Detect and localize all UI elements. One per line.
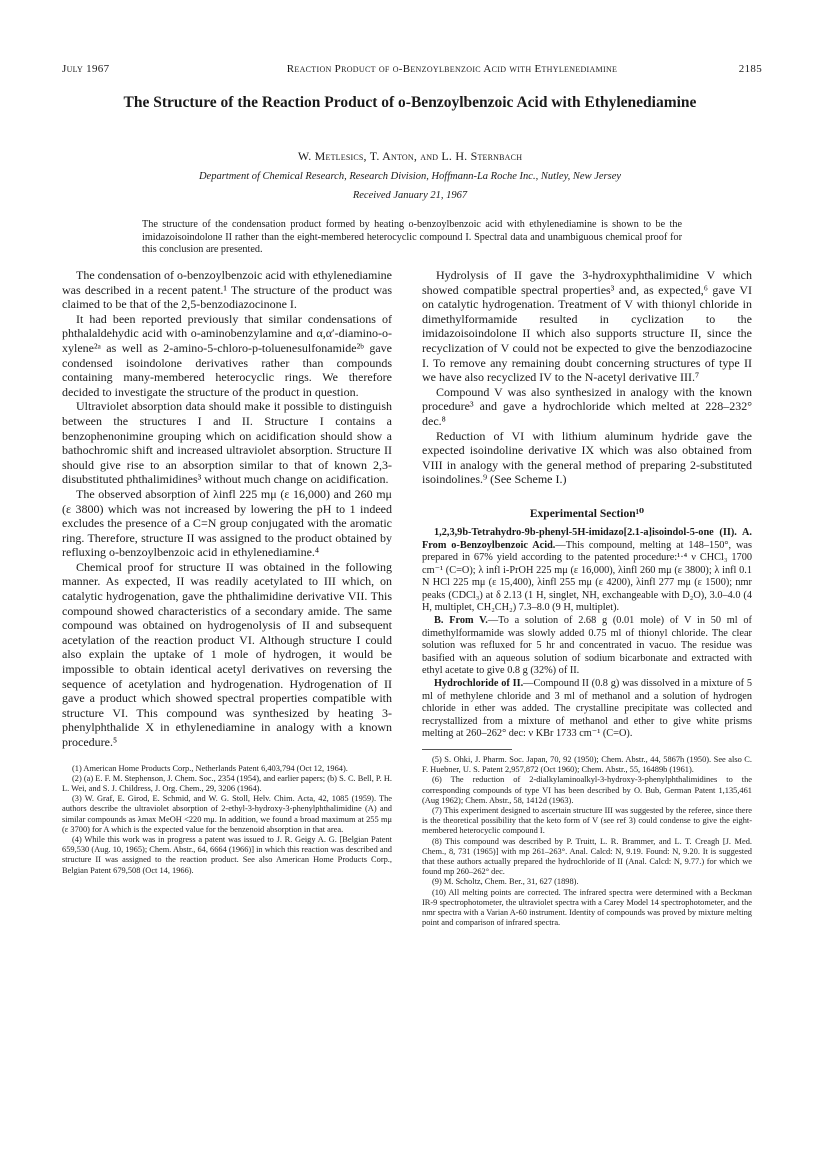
footnote: (1) American Home Products Corp., Netherlands Patent 6,403,794 (Oct 12, 1964). [72,763,348,773]
body-paragraph: Reduction of VI with lithium aluminum hydride gave the expected isoindoline derivative IX which was also obtained from VIII in analogy with the general method of preparing 2-substituted isoindolines.⁹ (See Scheme I.) [422,428,752,487]
footnote: (6) The reduction of 2-dialkylaminoalkyl-3-hydroxy-3-phenylphthalimidines to the corresponding compounds of type VI has been described by O. Bub, German Patent 1,135,461 (Aug 1962); Chem. Abstr., 58, 1412d (1963). [422,775,752,805]
footnote: (4) While this work was in progress a patent was issued to J. R. Geigy A. G. [Belgian Patent 659,530 (Aug. 10, 1965); Chem. Abstr., 64, 6664 (1966)] in which this reaction was described and structure II was assigned to the reaction product. See also American Home Products Corp., Belgian Patent 679,508 (Oct 14, 1966). [62,835,392,875]
experimental-text: —Compound II (0.8 g) was dissolved in a mixture of 5 ml of methylene chloride and 3 ml of methanol and a solution of hydrogen chloride in ether was added. The crystalline precipitate was collected and recrystallized from a mixture of methanol and ether to give white prisms melting at 260–262° dec: ν KBr 1733 cm⁻¹ (C=O). [422,678,752,740]
footnote: (3) W. Graf, E. Girod, E. Schmid, and W. G. Stoll, Helv. Chim. Acta, 42, 1085 (1959). The authors describe the ultraviolet absorption of 2-ethyl-3-hydroxy-3-phenylphthalimidine (A) and similar compounds as λmax MeOH <220 mμ. In addition, we found a broad maximum at 255 mμ (ε 3700) for A which is the expected value for the benzenoid absorption in that area. [62,794,392,834]
experimental-heading: Hydrochloride of II. [434,678,524,690]
footnote: (9) M. Scholtz, Chem. Ber., 31, 627 (1898). [432,877,579,887]
experimental-paragraph [422,527,752,615]
body-paragraph: Hydrolysis of II gave the 3-hydroxyphthalimidine V which showed compatible spectral properties³ and, as expected,⁶ gave VI on catalytic hydrogenation. Treatment of V with thionyl chloride in dimethylformamide resulted in cyclization to the imidazoisoindolone II which also supports structure II, since the recyclization of V could not be expected to give the benzodiazocine I. To remove any remaining doubt concerning structures of type II we have also recyclized IV to the N-acetyl derivative III.⁷ [422,268,752,385]
body-paragraph: Compound V was also synthesized in analogy with the known procedure³ and gave a hydrochloride which melted at 228–232° dec.⁸ [422,384,752,428]
experimental-text: —To a solution of 2.68 g (0.01 mole) of V in 50 ml of dimethylformamide was slowly added 0.75 ml of thionyl chloride. The clear solution was refluxed for 5 hr and concentrated in vacuo. The residue was basified with an aqueous solution of sodium bicarbonate and extracted with ethyl acetate to give 0.8 g (32%) of II. [422,615,752,677]
experimental-heading: B. From V. [434,615,488,627]
experimental-paragraph [422,615,752,678]
footnote: (2) (a) E. F. M. Stephenson, J. Chem. Soc., 2354 (1954), and earlier papers; (b) S. C. Bell, P. H. L. Wei, and S. J. Childress, J. Org. Chem., 29, 3206 (1964). [62,773,392,793]
experimental-heading: 1,2,3,9b-Tetrahydro-9b-phenyl-5H-imidazo[2.1-a]isoindol-5-one (II). A. From o-Benzoylbenzoic Acid. [422,526,752,551]
experimental-text: —This compound, melting at 148–150°, was prepared in 67% yield according to the patented procedure:¹·⁴ ν CHCl₃ 1700 cm⁻¹ (C=O); λ infl i-PrOH 225 mμ (ε 16,000), λinfl 260 mμ (ε 3800); λ infl 0.1 N HCl 225 mμ (ε 15,400), λinfl 255 mμ (ε 4200), λinfl 277 mμ (ε 1500); nmr peaks (CDCl₃) at δ 2.13 (1 H, singlet, NH, exchangeable with D₂O), 3.0–4.0 (4 H, multiplet, CH₂CH₂) 7.3–8.0 (9 H, multiplet). [422,539,753,614]
body-paragraph: It had been reported previously that similar condensations of phthalaldehydic acid with o-aminobenzylamine and α,α′-diamino-o-xylene²ᵃ as well as 2-amino-5-chloro-p-toluenesulfonamide²ᵇ gave condensed isoindolone derivatives rather than compounds containing many-membered heterocyclic rings. We therefore decided to investigate the structure of the product in question. [62,311,392,399]
footnote: (7) This experiment designed to ascertain structure III was suggested by the referee, since there is the theoretical possibility that the keto form of V (see ref 3) could condense to give the eight-membered heterocyclic compound I. [422,806,752,836]
footnote: (10) All melting points are corrected. The infrared spectra were determined with a Beckman IR-9 spectrophotometer, the ultraviolet spectra with a Carey Model 14 spectrophotometer, and the nmr spectra with a Varian A-60 instrument. Identity of compounds was proved by mixture melting point and comparison of infrared spectra. [422,887,752,928]
right-column [422,268,752,928]
article-title: The Structure of the Reaction Product of o-Benzoylbenzoic Acid with Ethylenediamine [123,94,697,111]
page-number: 2185 [738,63,762,75]
body-paragraph: The condensation of o-benzoylbenzoic acid with ethylenediamine was described in a recent patent.¹ The structure of the product was claimed to be that of the 2,5-benzodiazocinone I. [62,268,392,312]
experimental-paragraph [422,678,752,741]
abstract: The structure of the condensation product formed by heating o-benzoylbenzoic acid with ethylenediamine is shown to be the imidazoisoindolone II rather than the eight-membered heterocyclic compound I. Spectral data and unambiguous chemical proof for this conclusion are presented. [142,219,682,255]
section-heading: Experimental Section¹⁰ [529,507,645,520]
received-date: Received January 21, 1967 [352,190,468,201]
footnote: (8) This compound was described by P. Truitt, L. R. Brammer, and L. T. Creagh [J. Med. Chem., 8, 731 (1965)] with mp 261–263°. Anal. Calcd: N, 9.19. Found: N, 9.20. It is suggested that these authors actually prepared the hydrochloride of II (Anal. Calcd: N, 9.77.) for which we found mp 260–262° dec. [422,836,752,877]
body-paragraph: Ultraviolet absorption data should make it possible to distinguish between the structures I and II. Structure I contains a benzophenonimine grouping which on acidification should show a bathochromic shift and increased ultraviolet absorption. Structure II should give rise to an absorption similar to that of known 2,3-disubstituted phthalimidines³ without much change on acidification. [62,399,392,487]
affiliation: Department of Chemical Research, Research Division, Hoffmann-La Roche Inc., Nutley, New Jersey [198,171,622,182]
header-date: July 1967 [62,63,110,75]
left-column [62,268,392,876]
body-paragraph: The observed absorption of λinfl 225 mμ (ε 16,000) and 260 mμ (ε 3800) which was not increased by lowering the pH to 1 indeed excludes the presence of a C=N group conjugated with the aromatic ring. Therefore, structure II was assigned to the product obtained by refluxing o-benzoylbenzoic acid in ethylenediamine.⁴ [62,486,392,560]
footnote: (5) S. Ohki, J. Pharm. Soc. Japan, 70, 92 (1950); Chem. Abstr., 44, 5867h (1950). See also C. F. Huebner, U. S. Patent 2,957,872 (Oct 1960); Chem. Abstr., 55, 16489b (1961). [422,755,752,775]
body-paragraph: Chemical proof for structure II was obtained in the following manner. As expected, II was readily acetylated to III which, on catalytic hydrogenation, gave the phthalimidine derivative VII. This compound showed characteristics of a secondary amide. The same compound was obtained on hydrogenolysis of II and subsequent acetylation of the reaction product VI. Although structure I could also explain the uptake of 1 mole of hydrogen, it would be impossible to obtain identical acetyl derivatives on reversing the sequence of acetylation and hydrogenation. Hydrogenation of II gave a product which showed spectral properties compatible with structure VI. This compound was synthesized by heating 3-phenylphthalide X in ethylenediamine in analogy with a known procedure.⁵ [62,559,392,749]
author-list: W. Metlesics, T. Anton, and L. H. Sternbach [297,149,523,163]
header-running-title: Reaction Product of o-Benzoylbenzoic Acid with Ethylenediamine [286,63,618,75]
